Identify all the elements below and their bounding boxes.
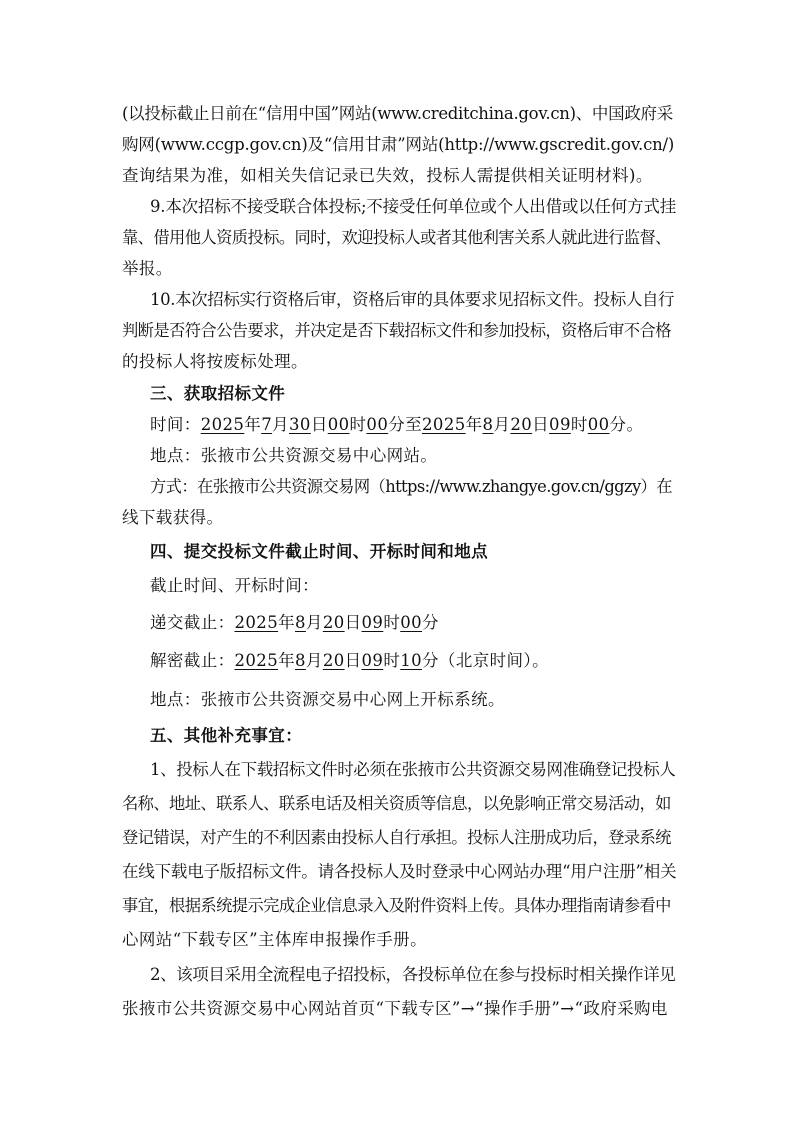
submit-day: 20	[322, 613, 345, 632]
start-min: 00	[366, 415, 389, 434]
section-5-p2-line-2: 张掖市公共资源交易中心网站首页“下载专区”→“操作手册”→“政府采购电	[122, 999, 668, 1018]
year-char: 年	[278, 613, 295, 632]
decrypt-deadline	[150, 650, 549, 672]
year-char: 年	[278, 651, 295, 670]
section-3-place: 地点：张掖市公共资源交易中心网站。	[150, 446, 438, 465]
decrypt-month: 8	[295, 651, 306, 670]
start-day: 30	[289, 415, 311, 434]
section-4-heading: 四、提交投标文件截止时间、开标时间和地点	[150, 542, 488, 561]
decrypt-day: 20	[322, 651, 345, 670]
item-9-line-3: 举报。	[122, 259, 173, 278]
section-5-p1-line-4: 在线下载电子版招标文件。请各投标人及时登录中心网站办理“用户注册”相关	[122, 862, 677, 881]
section-5-p1-line-2: 名称、地址、联系人、联系电话及相关资质等信息，以免影响正常交易活动，如	[122, 794, 671, 813]
section-5-p2-line-1: 2、该项目采用全流程电子招投标，各投标单位在参与投标时相关操作详见	[150, 965, 676, 984]
section-3-time	[150, 414, 643, 436]
intro-line-1: (以投标截止日前在“信用中国”网站(www.creditchina.gov.cn)、中国政府采	[122, 104, 673, 123]
item-9-line-2: 靠、借用他人资质投标。同时，欢迎投标人或者其他利害关系人就此进行监督、	[122, 228, 671, 247]
section-3-heading: 三、获取招标文件	[150, 384, 286, 403]
day-char: 日	[310, 415, 328, 434]
year-char: 年	[244, 415, 262, 434]
section-5-p1-line-6: 心网站“下载专区”主体库申报操作手册。	[122, 930, 427, 949]
min-char: 分	[388, 415, 406, 434]
section-5-p1-line-5: 事宜，根据系统提示完成企业信息录入及附件资料上传。具体办理指南请参看中	[122, 896, 671, 915]
start-year: 2025	[200, 415, 245, 434]
section-3-method-line-1: 方式：在张掖市公共资源交易网（https://www.zhangye.gov.cn/ggzy）在	[150, 477, 672, 496]
day-char: 日	[344, 613, 362, 632]
submit-deadline	[150, 612, 439, 634]
item-10-line-2: 判断是否符合公告要求，并决定是否下载招标文件和参加投标，资格后审不合格	[122, 321, 671, 340]
section-4-subtitle: 截止时间、开标时间：	[150, 576, 319, 595]
end-month: 8	[482, 415, 494, 434]
hour-char: 时	[383, 613, 401, 632]
section-5-heading: 五、其他补充事宜：	[150, 726, 303, 745]
submit-min: 00	[400, 613, 423, 632]
decrypt-label: 解密截止：	[150, 651, 235, 670]
end-suffix: 分。	[609, 415, 644, 434]
submit-label: 递交截止：	[150, 613, 235, 632]
submit-hour: 09	[361, 613, 384, 632]
section-5-p1-line-1: 1、投标人在下载招标文件时必须在张掖市公共资源交易网准确登记投标人	[150, 760, 676, 779]
end-year: 2025	[422, 415, 466, 434]
hour-char: 时	[349, 415, 367, 434]
decrypt-year: 2025	[234, 651, 279, 670]
day-char: 日	[344, 651, 362, 670]
min-char: 分	[422, 613, 439, 632]
month-char: 月	[493, 415, 511, 434]
to-char: 至	[405, 415, 423, 434]
submit-month: 8	[295, 613, 306, 632]
decrypt-suffix: 分（北京时间）。	[422, 651, 549, 670]
month-char: 月	[305, 613, 323, 632]
end-hour: 09	[549, 415, 571, 434]
end-day: 20	[510, 415, 533, 434]
hour-char: 时	[570, 415, 588, 434]
month-char: 月	[305, 651, 323, 670]
item-10-line-1: 10.本次招标实行资格后审，资格后审的具体要求见招标文件。投标人自行	[150, 290, 675, 309]
section-3-method-line-2: 线下载获得。	[122, 508, 224, 527]
start-month: 7	[261, 415, 273, 434]
intro-line-2: 购网(www.ccgp.gov.cn)及“信用甘肃”网站(http://www.gscredit.gov.cn/)	[122, 135, 675, 154]
decrypt-hour: 09	[361, 651, 384, 670]
year-char: 年	[465, 415, 483, 434]
section-5-p1-line-3: 登记错误，对产生的不利因素由投标人自行承担。投标人注册成功后，登录系统	[122, 828, 671, 847]
month-char: 月	[272, 415, 290, 434]
section-4-place: 地点：张掖市公共资源交易中心网上开标系统。	[150, 690, 505, 709]
start-hour: 00	[327, 415, 350, 434]
item-9-line-1: 9.本次招标不接受联合体投标;不接受任何单位或个人出借或以任何方式挂	[150, 197, 677, 216]
intro-line-3: 查询结果为准，如相关失信记录已失效，投标人需提供相关证明材料)。	[122, 166, 653, 185]
submit-year: 2025	[234, 613, 279, 632]
end-min: 00	[587, 415, 610, 434]
item-10-line-3: 的投标人将按废标处理。	[122, 352, 308, 371]
time-label: 时间：	[150, 415, 201, 434]
hour-char: 时	[383, 651, 401, 670]
decrypt-min: 10	[400, 651, 423, 670]
day-char: 日	[532, 415, 550, 434]
